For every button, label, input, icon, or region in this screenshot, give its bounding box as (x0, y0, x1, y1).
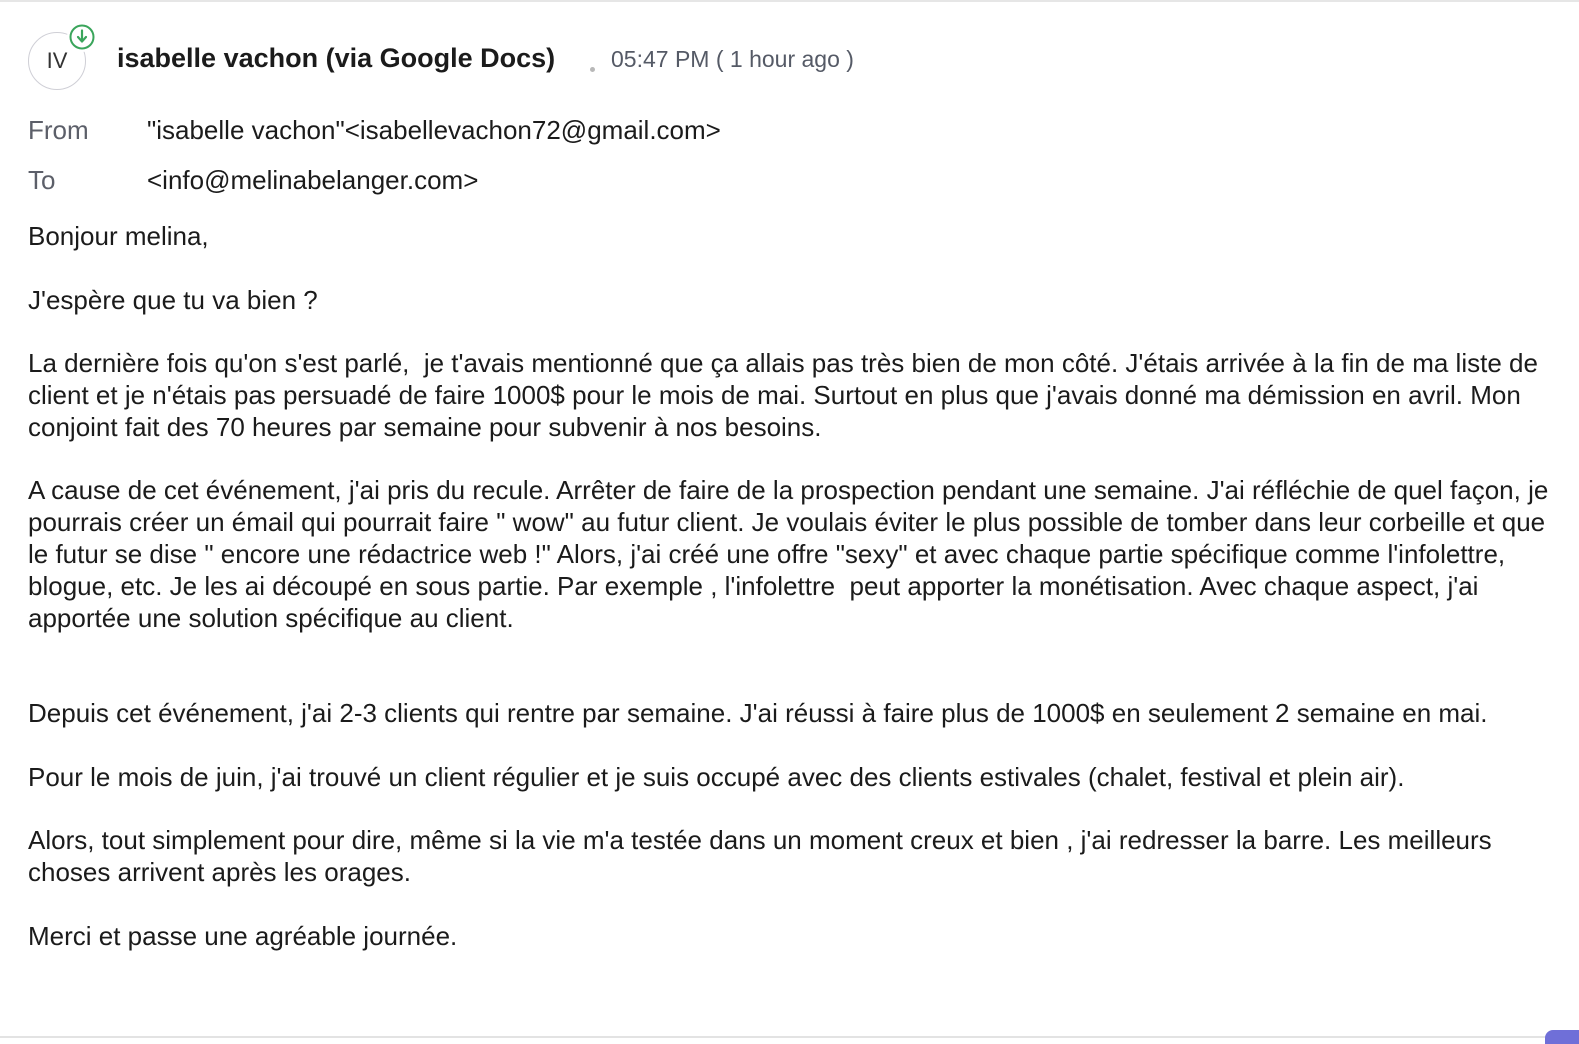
body-paragraph: A cause de cet événement, j'ai pris du recule. Arrêter de faire de la prospection pendant une semaine. J'ai réfléchie de quel façon, je pourrais créer un émail qui pourrait faire " wow" au futur client. Je voulais éviter le plus possible de tomber dans leur corbeille et que le futur se dise " encore une rédactrice web !" Alors, j'ai créé une offre "sexy" et avec chaque partie spécifique comme l'infolettre, blogue, etc. Je les ai découpé en sous partie. Par exemple , l'infolettre peut apporter la monétisation. Avec chaque aspect, j'ai apportée une solution spécifique au client. (28, 475, 1556, 633)
body-greeting: Bonjour melina, (28, 221, 209, 251)
body-paragraph: Alors, tout simplement pour dire, même si la vie m'a testée dans un moment creux et bien , j'ai redresser la barre. Les meilleurs choses arrivent après les orages. (28, 825, 1499, 887)
separator-dot (590, 67, 595, 72)
from-label: From (28, 115, 89, 145)
download-arrow-icon[interactable] (67, 22, 97, 52)
to-label: To (28, 165, 56, 195)
body-paragraph: Depuis cet événement, j'ai 2-3 clients qui rentre par semaine. J'ai réussi à faire plus de 1000$ en seulement 2 semaine en mai. (28, 697, 1488, 728)
from-address[interactable]: "isabelle vachon"<isabellevachon72@gmail.com> (147, 115, 721, 145)
body-paragraph: J'espère que tu va bien ? (28, 284, 318, 315)
email-timestamp: 05:47 PM ( 1 hour ago ) (611, 46, 854, 72)
avatar-initials: IV (46, 48, 68, 73)
body-paragraph: La dernière fois qu'on s'est parlé, je t'avais mentionné que ça allais pas très bien de mon côté. J'étais arrivée à la fin de ma liste de client et je n'étais pas persuadé de faire 1000$ pour le mois de mai. Surtout en plus que j'avais donné ma démission en avril. Mon conjoint fait des 70 heures par semaine pour subvenir à nos besoins. (28, 348, 1546, 442)
to-address[interactable]: <info@melinabelanger.com> (147, 165, 479, 195)
body-signoff: Merci et passe une agréable journée. (28, 920, 458, 951)
sender-name[interactable]: isabelle vachon (via Google Docs) (117, 43, 556, 73)
corner-widget[interactable] (1545, 1030, 1579, 1044)
top-divider (0, 0, 1579, 2)
email-body (28, 221, 1558, 952)
body-paragraph: Pour le mois de juin, j'ai trouvé un client régulier et je suis occupé avec des clients estivales (chalet, festival et plein air). (28, 761, 1405, 792)
bottom-divider (0, 1036, 1579, 1038)
